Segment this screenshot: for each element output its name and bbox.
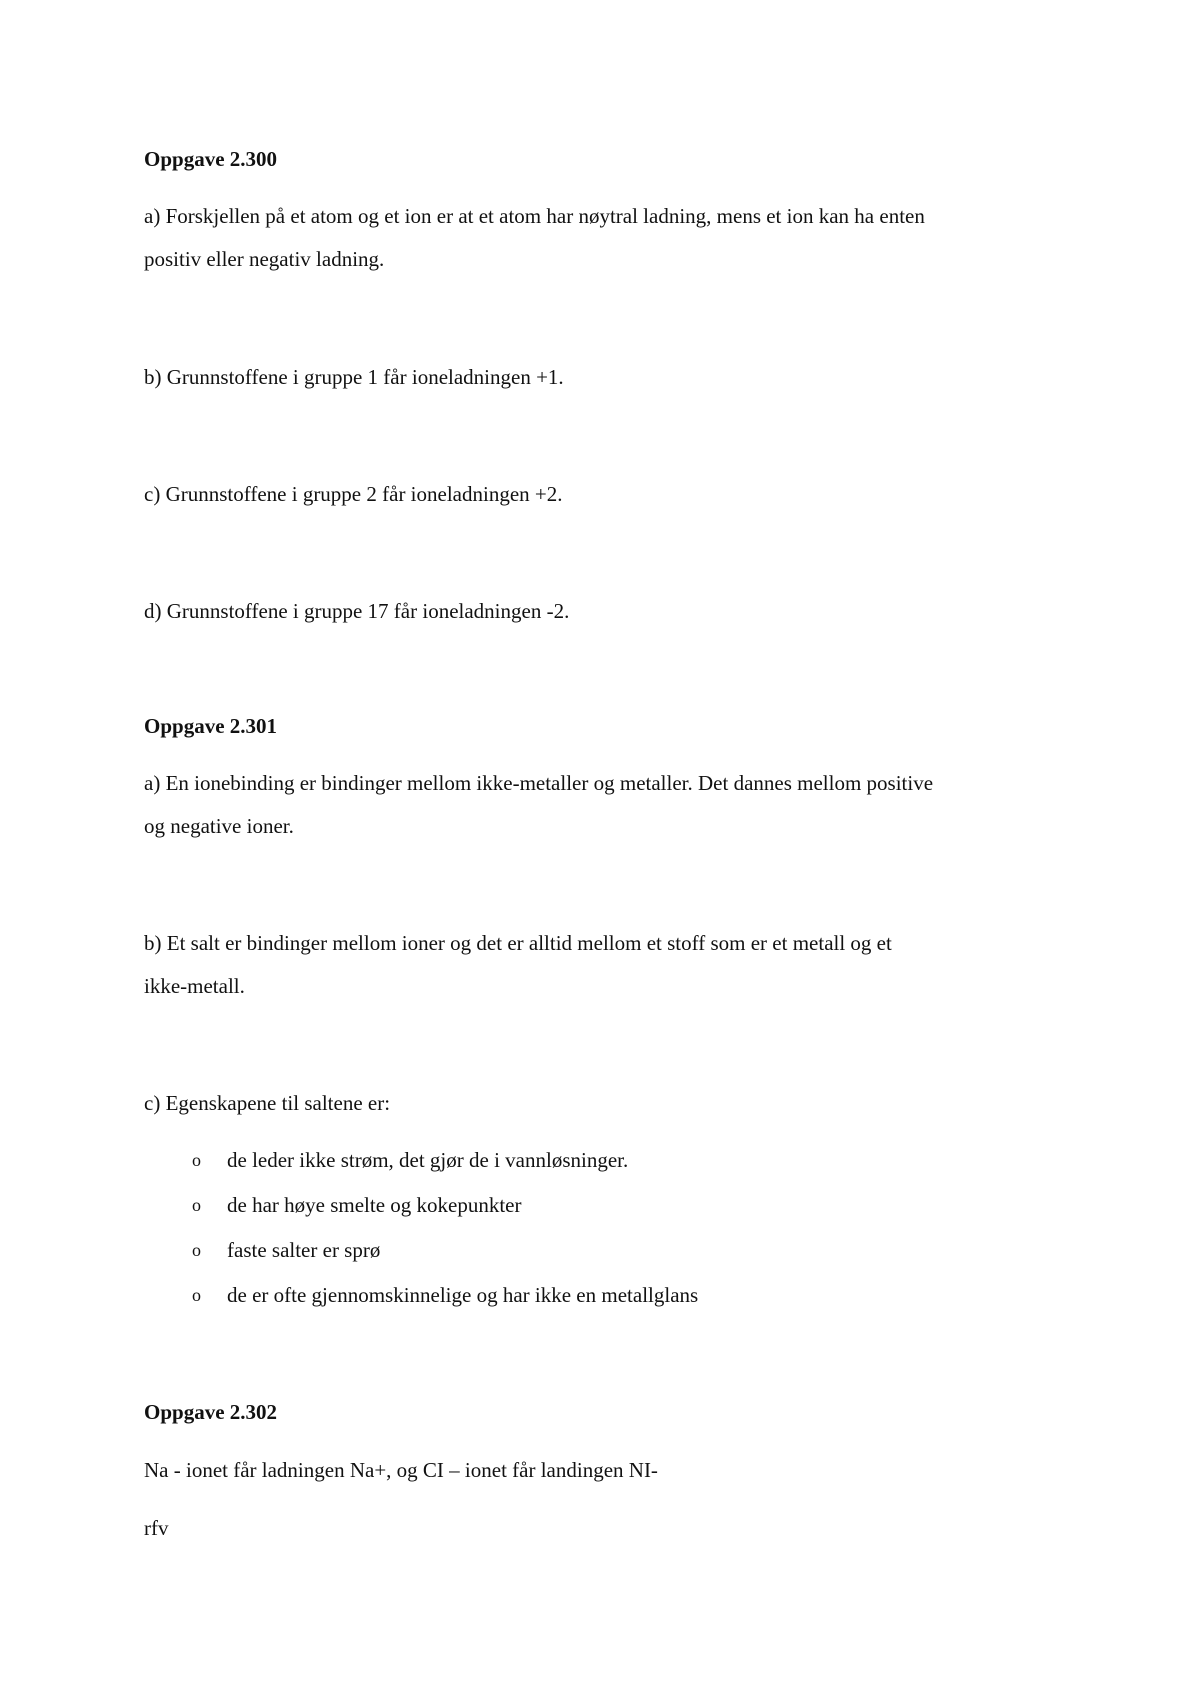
section-heading: Oppgave 2.300: [144, 147, 278, 171]
bullet-marker: o: [192, 1195, 201, 1215]
bullet-marker: o: [192, 1150, 201, 1170]
answer-c: c) Grunnstoffene i gruppe 2 får ioneladningen +2.: [144, 482, 563, 506]
answer-a-line-2: og negative ioner.: [144, 814, 294, 838]
answer-a-line-2: positiv eller negativ ladning.: [144, 247, 385, 271]
answer-c-intro: c) Egenskapene til saltene er:: [144, 1091, 391, 1115]
answer-a-line-1: a) En ionebinding er bindinger mellom ikke-metaller og metaller. Det dannes mellom positive: [144, 771, 934, 795]
answer-line: rfv: [144, 1516, 169, 1540]
answer-a-line-1: a) Forskjellen på et atom og et ion er at et atom har nøytral ladning, mens et ion kan ha enten: [144, 204, 925, 228]
bullet-marker: o: [192, 1285, 201, 1305]
answer-line: Na - ionet får ladningen Na+, og CI – ionet får landingen NI-: [144, 1458, 658, 1482]
bullet-item: faste salter er sprø: [227, 1238, 381, 1262]
answer-d: d) Grunnstoffene i gruppe 17 får ioneladningen -2.: [144, 599, 570, 623]
answer-b-line-2: ikke-metall.: [144, 974, 245, 998]
section-heading: Oppgave 2.302: [144, 1400, 278, 1424]
bullet-item: de er ofte gjennomskinnelige og har ikke en metallglans: [227, 1283, 699, 1307]
answer-b-line-1: b) Et salt er bindinger mellom ioner og det er alltid mellom et stoff som er et metall og et: [144, 931, 892, 955]
bullet-marker: o: [192, 1240, 201, 1260]
bullet-item: de leder ikke strøm, det gjør de i vannløsninger.: [227, 1148, 629, 1172]
section-heading: Oppgave 2.301: [144, 714, 278, 738]
bullet-item: de har høye smelte og kokepunkter: [227, 1193, 522, 1217]
answer-b: b) Grunnstoffene i gruppe 1 får ioneladningen +1.: [144, 365, 564, 389]
